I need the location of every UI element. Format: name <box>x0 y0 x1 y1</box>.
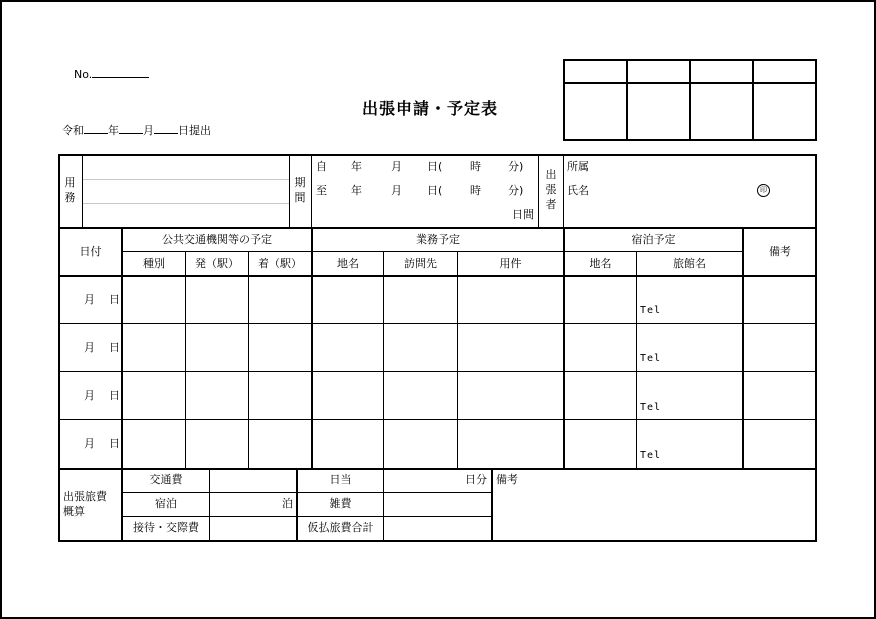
row-2-tel-label: Tel <box>640 353 662 364</box>
inn-header: 旅館名 <box>673 257 706 270</box>
from-day-unit: 日( <box>427 160 443 173</box>
traveler-label: 出張者 <box>545 168 557 211</box>
visit-header: 訪問先 <box>404 257 437 270</box>
row-2-date: 月 日 <box>84 341 120 354</box>
lodging-cost-label: 宿泊 <box>155 497 177 510</box>
row-1-date: 月 日 <box>84 293 120 306</box>
stamp-box-4[interactable] <box>754 84 815 139</box>
table-row[interactable] <box>123 325 816 370</box>
number-label: No. <box>74 68 93 81</box>
date-header: 日付 <box>79 245 102 258</box>
to-hour-unit: 時 <box>470 184 481 197</box>
matter-header: 用件 <box>499 257 522 270</box>
lodging-header: 宿泊予定 <box>631 233 676 246</box>
name-label: 氏名 <box>567 184 589 197</box>
arrival-header: 着（駅） <box>258 257 302 270</box>
transport-cost-label: 交通費 <box>149 473 183 486</box>
estimate-label-line1: 出張旅費 <box>63 490 107 503</box>
lodging-place-header: 地名 <box>589 257 612 270</box>
misc-cost-field[interactable] <box>385 494 490 515</box>
table-row[interactable] <box>123 277 816 322</box>
stamp-box-3[interactable] <box>691 84 752 139</box>
era-year-field[interactable] <box>84 122 108 134</box>
misc-cost-label: 雑費 <box>329 497 352 510</box>
submission-date: 令和 年 月 日提出 <box>62 124 211 137</box>
row-4-date: 月 日 <box>84 437 120 450</box>
stamp-box-1[interactable] <box>565 84 626 139</box>
seal-mark-icon: 印 <box>757 184 770 197</box>
advance-total-label: 仮払旅費合計 <box>307 521 374 534</box>
place-header: 地名 <box>337 257 359 270</box>
row-1-tel-label: Tel <box>640 305 662 316</box>
purpose-label: 用務 <box>64 176 76 204</box>
day-field[interactable] <box>154 122 178 134</box>
table-row[interactable] <box>123 373 816 418</box>
number-field[interactable] <box>92 66 149 78</box>
type-header: 種別 <box>143 257 165 270</box>
days-unit: 日間 <box>512 208 534 221</box>
remarks-header: 備考 <box>769 245 791 258</box>
departure-header: 発（駅） <box>195 257 239 270</box>
row-3-date: 月 日 <box>84 389 120 402</box>
period-label: 期間 <box>294 176 306 204</box>
row-4-tel-label: Tel <box>640 450 662 461</box>
estimate-remarks-label: 備考 <box>496 473 518 486</box>
affiliation-label: 所属 <box>567 160 589 173</box>
to-year-unit: 年 <box>351 184 362 197</box>
days-count-unit: 日分 <box>465 473 487 486</box>
purpose-field[interactable] <box>84 157 288 227</box>
nights-unit: 泊 <box>282 497 293 510</box>
daily-allowance-label: 日当 <box>329 473 352 486</box>
business-header: 業務予定 <box>416 233 460 246</box>
advance-total-field[interactable] <box>385 518 490 540</box>
to-day-unit: 日( <box>427 184 443 197</box>
transport-cost-field[interactable] <box>211 470 295 491</box>
estimate-remarks-field[interactable] <box>494 488 815 540</box>
entertainment-cost-label: 接待・交際費 <box>133 521 199 534</box>
from-year-unit: 年 <box>351 160 362 173</box>
to-minute-unit: 分) <box>508 184 524 197</box>
period-field[interactable] <box>313 157 537 227</box>
to-month-unit: 月 <box>391 184 402 197</box>
from-month-unit: 月 <box>391 160 402 173</box>
stamp-box-2[interactable] <box>628 84 689 139</box>
document-title: 出張申請・予定表 <box>362 99 499 118</box>
period-to-label: 至 <box>316 184 327 197</box>
period-from-label: 自 <box>316 160 327 173</box>
document-number <box>74 66 149 81</box>
transport-header: 公共交通機関等の予定 <box>162 233 272 246</box>
affiliation-field[interactable] <box>600 157 814 179</box>
from-hour-unit: 時 <box>470 160 481 173</box>
from-minute-unit: 分) <box>508 160 524 173</box>
entertainment-cost-field[interactable] <box>211 518 295 540</box>
table-row[interactable] <box>123 421 816 467</box>
name-field[interactable] <box>600 181 750 203</box>
row-3-tel-label: Tel <box>640 402 662 413</box>
estimate-label-line2: 概算 <box>63 505 85 518</box>
month-field[interactable] <box>119 122 143 134</box>
